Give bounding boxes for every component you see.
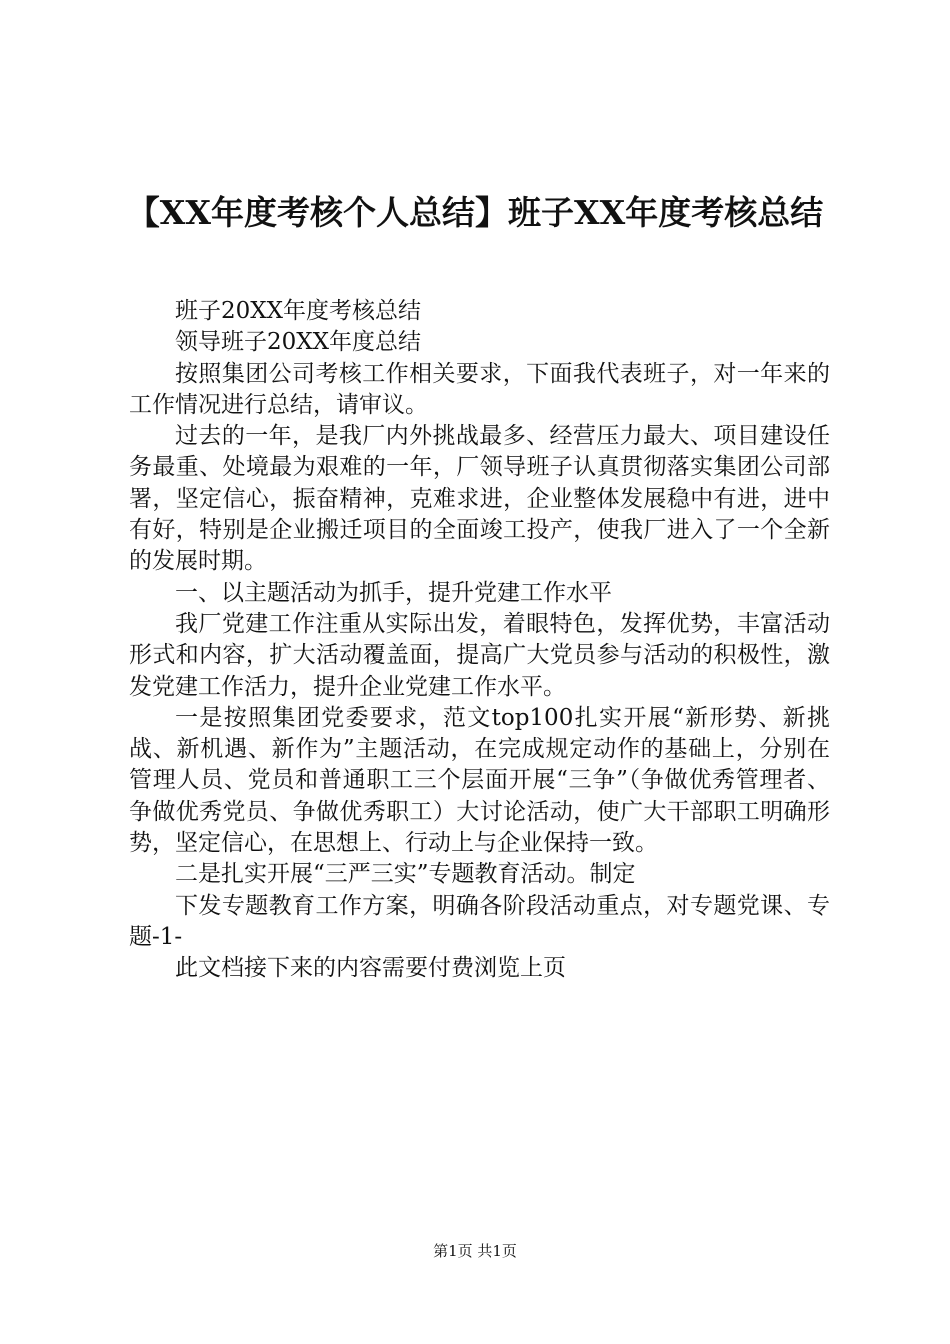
document-body — [129, 296, 830, 985]
paragraph: 一是按照集团党委要求，范文top100扎实开展“新形势、新挑战、新机遇、新作为”主题活动，在完成规定动作的基础上，分别在管理人员、党员和普通职工三个层面开展“三争”（争做优秀管理者、争做优秀党员、争做优秀职工）大讨论活动，使广大干部职工明确形势，坚定信心，在思想上、行动上与企业保持一致。 — [129, 704, 830, 857]
document-title: 【XX年度考核个人总结】班子XX年度考核总结 — [126, 193, 824, 232]
paragraph: 我厂党建工作注重从实际出发，着眼特色，发挥优势，丰富活动形式和内容，扩大活动覆盖面，提高广大党员参与活动的积极性，激发党建工作活力，提升企业党建工作水平。 — [129, 610, 830, 700]
paragraph: 下发专题教育工作方案，明确各阶段活动重点，对专题党课、专题-1- — [129, 892, 830, 950]
paragraph: 过去的一年，是我厂内外挑战最多、经营压力最大、项目建设任务最重、处境最为艰难的一年，厂领导班子认真贯彻落实集团公司部署，坚定信心，振奋精神，克难求进，企业整体发展稳中有进，进中有好，特别是企业搬迁项目的全面竣工投产，使我厂进入了一个全新的发展时期。 — [129, 423, 830, 575]
paragraph: 领导班子20XX年度总结 — [175, 329, 422, 356]
paragraph: 二是扎实开展“三严三实”专题教育活动。制定 — [175, 861, 636, 888]
paywall-notice: 此文档接下来的内容需要付费浏览上页 — [175, 955, 566, 982]
page-footer: 第1页 共1页 — [433, 1242, 517, 1260]
section-heading: 一、以主题活动为抓手，提升党建工作水平 — [175, 579, 612, 606]
paragraph: 班子20XX年度考核总结 — [175, 298, 422, 324]
paragraph: 按照集团公司考核工作相关要求，下面我代表班子，对一年来的工作情况进行总结，请审议。 — [129, 360, 830, 418]
